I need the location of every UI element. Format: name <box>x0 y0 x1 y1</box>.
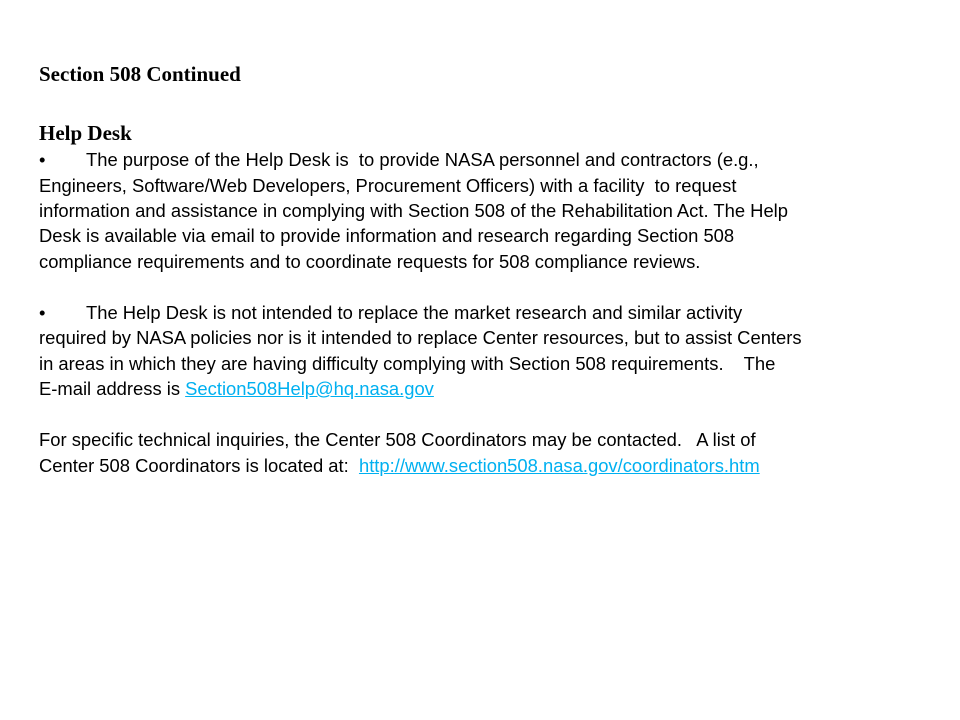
paragraph3-line: For specific technical inquiries, the Center 508 Coordinators may be contacted. A list of <box>39 429 756 450</box>
paragraph1-line: information and assistance in complying with Section 508 of the Rehabilitation Act. The Help <box>39 200 788 221</box>
paragraph1-line: Engineers, Software/Web Developers, Procurement Officers) with a facility to request <box>39 175 737 196</box>
coordinators-url-link[interactable]: http://www.section508.nasa.gov/coordinators.htm <box>358 455 760 476</box>
paragraph1-line: compliance requirements and to coordinate requests for 508 compliance reviews. <box>39 251 701 272</box>
paragraph1-line: • The purpose of the Help Desk is to provide NASA personnel and contractors (e.g., <box>39 149 759 170</box>
coordinators-prefix: Center 508 Coordinators is located at: <box>39 455 359 476</box>
email-link[interactable]: Section508Help@hq.nasa.gov <box>185 378 434 399</box>
email-prefix: E-mail address is <box>39 378 186 399</box>
paragraph2-line: in areas in which they are having difficulty complying with Section 508 requirements. The <box>39 353 776 374</box>
paragraph2-line: required by NASA policies nor is it intended to replace Center resources, but to assist Centers <box>39 327 802 348</box>
email-line <box>39 377 434 401</box>
slide-title: Section 508 Continued <box>39 62 241 86</box>
section-heading: Help Desk <box>39 121 132 145</box>
paragraph1-line: Desk is available via email to provide information and research regarding Section 508 <box>39 225 735 246</box>
coordinators-line <box>39 454 760 478</box>
paragraph2-line: • The Help Desk is not intended to replace the market research and similar activity <box>39 302 743 323</box>
